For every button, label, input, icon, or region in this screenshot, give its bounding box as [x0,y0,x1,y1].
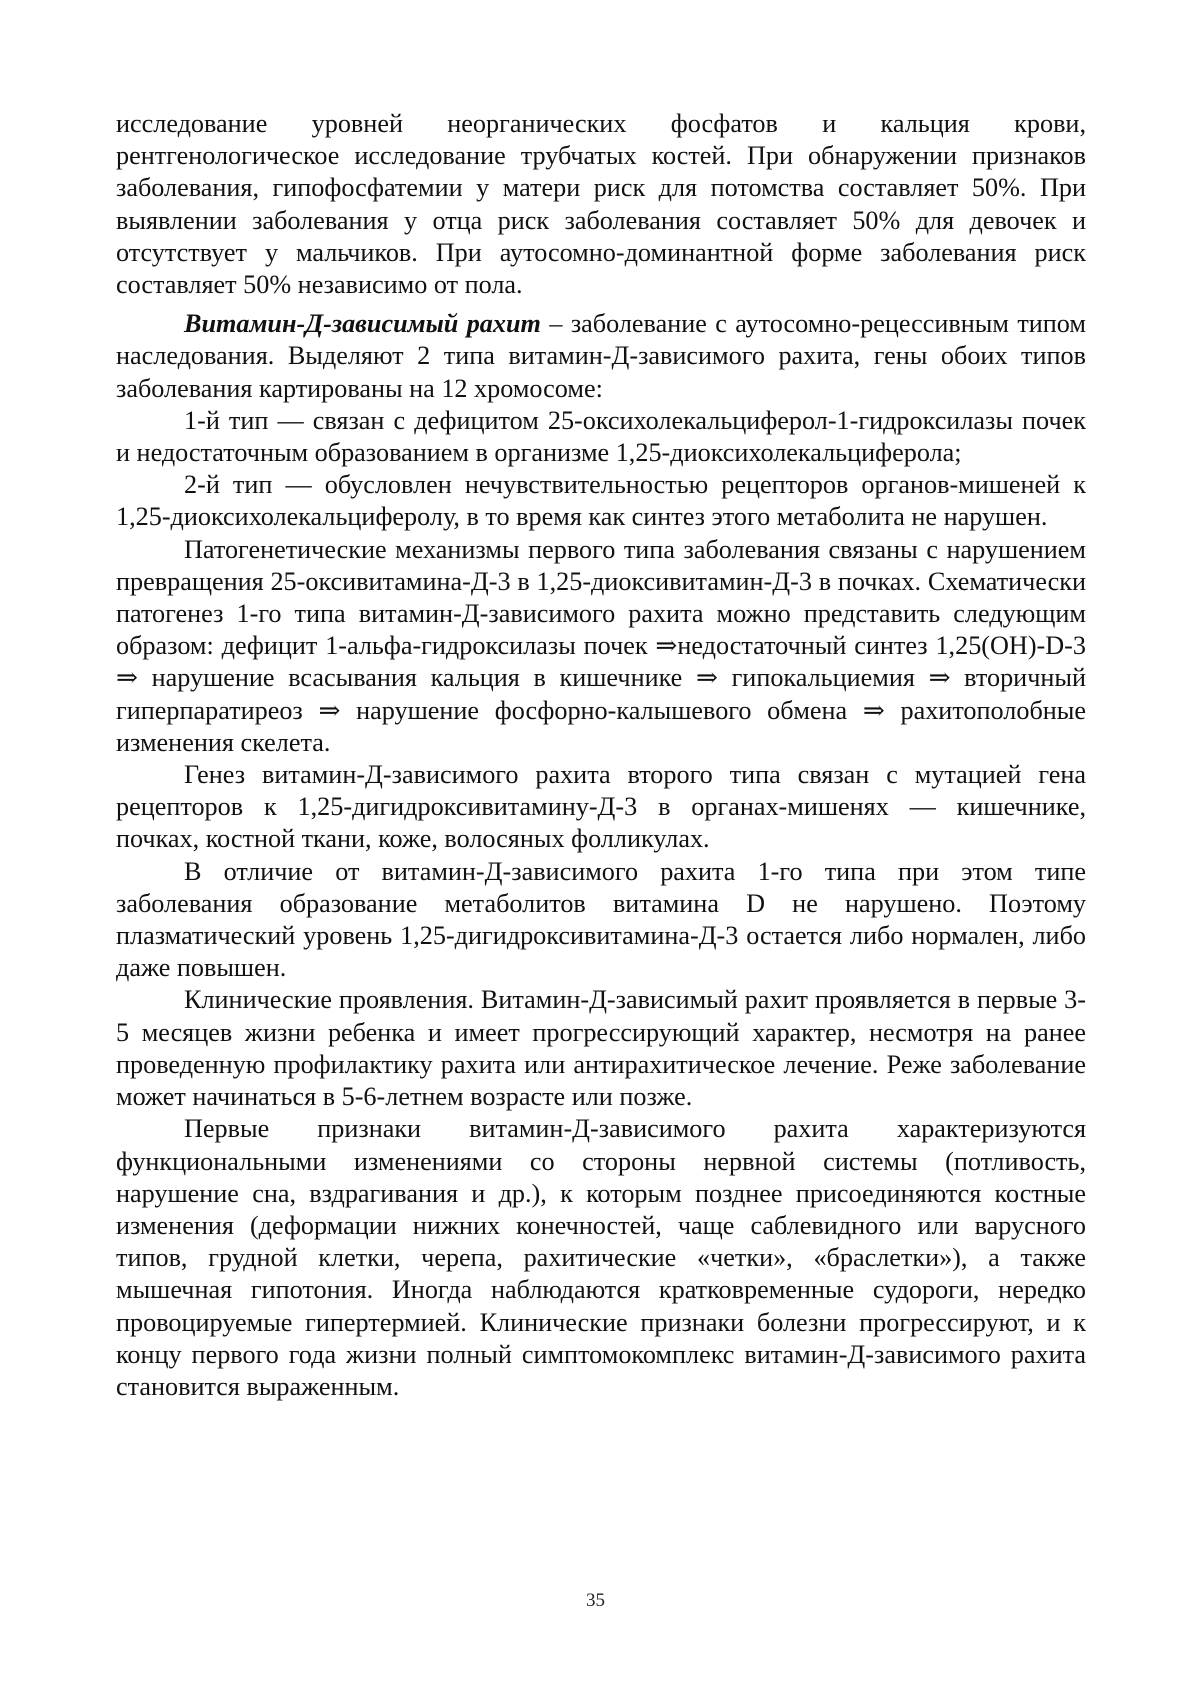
paragraph-heredity-risk: исследование уровней неорганических фосфатов и кальция крови, рентгенологическое исследование трубчатых костей. При обнаружении признаков заболевания, гипофосфатемии у матери риск для потомства составляет 50%. При выявлении заболевания у отца риск заболевания составляет 50% для девочек и отсутствует у мальчиков. При аутосомно-доминантной форме заболевания риск составляет 50% независимо от пола. [116,109,1086,300]
page-number: 35 [586,1590,605,1611]
paragraph-type-1: 1-й тип — связан с дефицитом 25-оксихолекальциферол-1-гидроксилазы почек и недостаточным образованием в организме 1,25-диоксихолекальциферола; [116,405,1086,468]
paragraph-clinical-manifestations: Клинические проявления. Витамин-Д-зависимый рахит проявляется в первые 3-5 месяцев жизни ребенка и имеет прогрессирующий характер, несмотря на ранее проведенную профилактику рахита или антирахитическое лечение. Реже заболевание может начинаться в 5-6-летнем возрасте или позже. [116,985,1086,1112]
document-body [116,108,1086,1403]
paragraph-text: – заболевание с аутосомно-рецессивным типом наследования. Выделяют 2 типа витамин-Д-зависимого рахита, гены обоих типов заболевания картированы на 12 хромосоме: [116,309,1086,403]
paragraph-first-signs: Первые признаки витамин-Д-зависимого рахита характеризуются функциональными изменениями со стороны нервной системы (потливость, нарушение сна, вздрагивания и др.), к которым позднее присоединяются костные изменения (деформации нижних конечностей, чаще саблевидного или варусного типов, грудной клетки, черепа, рахитические «четки», «браслетки»), а также мышечная гипотония. Иногда наблюдаются кратковременные судороги, нередко провоцируемые гипертермией. Клинические признаки болезни прогрессируют, и к концу первого года жизни полный симптомокомплекс витамин-Д-зависимого рахита становится выраженным. [116,1114,1086,1401]
paragraph-metabolites: В отличие от витамин-Д-зависимого рахита 1-го типа при этом типе заболевания образование метаболитов витамина D не нарушено. Поэтому плазматический уровень 1,25-дигидроксивитамина-Д-3 остается либо нормален, либо даже повышен. [116,856,1086,983]
paragraph-genesis-type-2: Генез витамин-Д-зависимого рахита второго типа связан с мутацией гена рецепторов к 1,25-дигидроксивитамину-Д-3 в органах-мишенях — кишечнике, почках, костной ткани, коже, волосяных фолликулах. [116,760,1086,854]
term-vitamin-d-dependent-rickets: Витамин-Д-зависимый рахит [184,309,541,339]
paragraph-type-2: 2-й тип — обусловлен нечувствительностью рецепторов органов-мишеней к 1,25-диоксихолекальциферолу, в то время как синтез этого метаболита не нарушен. [116,470,1086,532]
paragraph-pathogenesis: Патогенетические механизмы первого типа заболевания связаны с нарушением превращения 25-оксивитамина-Д-3 в 1,25-диоксивитамин-Д-3 в почках. Схематически патогенез 1-го типа витамин-Д-зависимого рахита можно представить следующим образом: дефицит 1-альфа-гидроксилазы почек ⇒недостаточный синтез 1,25(ОН)-D-3 ⇒ нарушение всасывания кальция в кишечнике ⇒ гипокальциемия ⇒ вторичный гиперпаратиреоз ⇒ нарушение фосфорно-калышевого обмена ⇒ рахитополобные изменения скелета. [116,534,1086,757]
paragraph-vitamin-d-dependent-rickets [116,308,1086,405]
